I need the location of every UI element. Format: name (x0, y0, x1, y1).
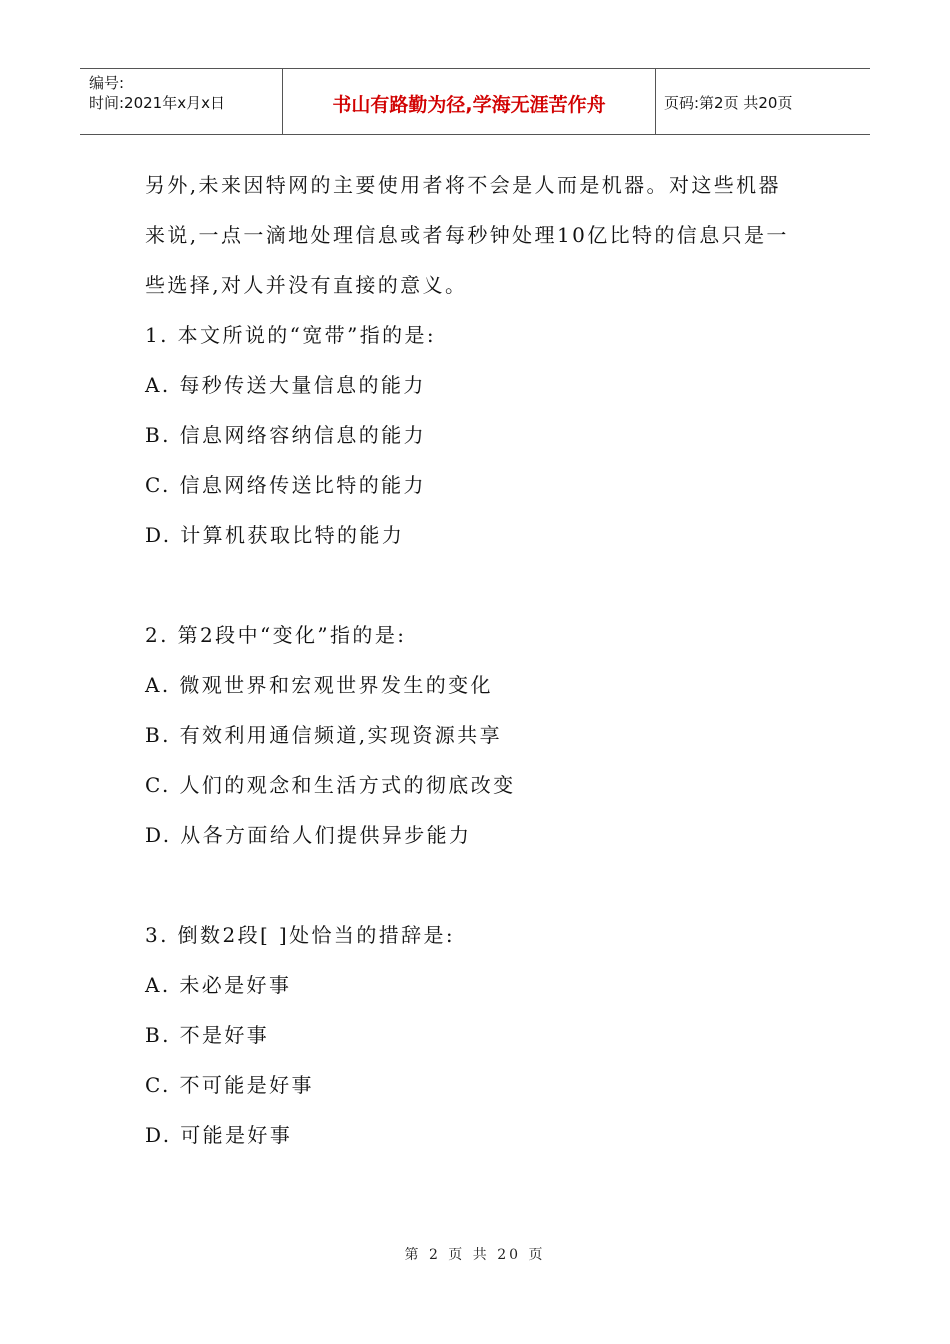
paragraph-line: 来说,一点一滴地处理信息或者每秒钟处理10亿比特的信息只是一 (145, 223, 789, 247)
question-2-stem: 2. 第2段中“变化”指的是: (145, 623, 407, 647)
question-1-option-b: B. 信息网络容纳信息的能力 (145, 423, 427, 447)
header-page-info: 页码:第2页 共20页 (664, 94, 793, 112)
question-3-option-a: A. 未必是好事 (145, 973, 292, 997)
question-3-option-b: B. 不是好事 (145, 1023, 270, 1047)
spacer (145, 860, 815, 910)
spacer (145, 560, 815, 610)
question-3-option-d: D. 可能是好事 (145, 1123, 293, 1147)
time-label: 时间:2021年x月x日 (89, 94, 225, 112)
question-3-option-c: C. 不可能是好事 (145, 1073, 314, 1097)
header-motto: 书山有路勤为径,学海无涯苦作舟 (282, 69, 656, 134)
question-2-option-a: A. 微观世界和宏观世界发生的变化 (145, 673, 493, 697)
question-2-option-c: C. 人们的观念和生活方式的彻底改变 (145, 773, 516, 797)
question-2-option-b: B. 有效利用通信频道,实现资源共享 (145, 723, 502, 747)
document-body (145, 160, 815, 1160)
question-2-option-d: D. 从各方面给人们提供异步能力 (145, 823, 472, 847)
question-3-stem: 3. 倒数2段[ ]处恰当的措辞是: (145, 923, 456, 947)
question-1-option-a: A. 每秒传送大量信息的能力 (145, 373, 426, 397)
question-1-option-d: D. 计算机获取比特的能力 (145, 523, 405, 547)
page-header (80, 68, 870, 135)
page-footer: 第 2 页 共 20 页 (404, 1247, 546, 1263)
serial-label: 编号: (89, 74, 125, 92)
question-1-stem: 1. 本文所说的“宽带”指的是: (145, 323, 437, 347)
paragraph-line: 些选择,对人并没有直接的意义。 (145, 273, 468, 297)
question-1-option-c: C. 信息网络传送比特的能力 (145, 473, 426, 497)
header-meta (80, 69, 282, 134)
paragraph-line: 另外,未来因特网的主要使用者将不会是人而是机器。对这些机器 (145, 173, 781, 197)
